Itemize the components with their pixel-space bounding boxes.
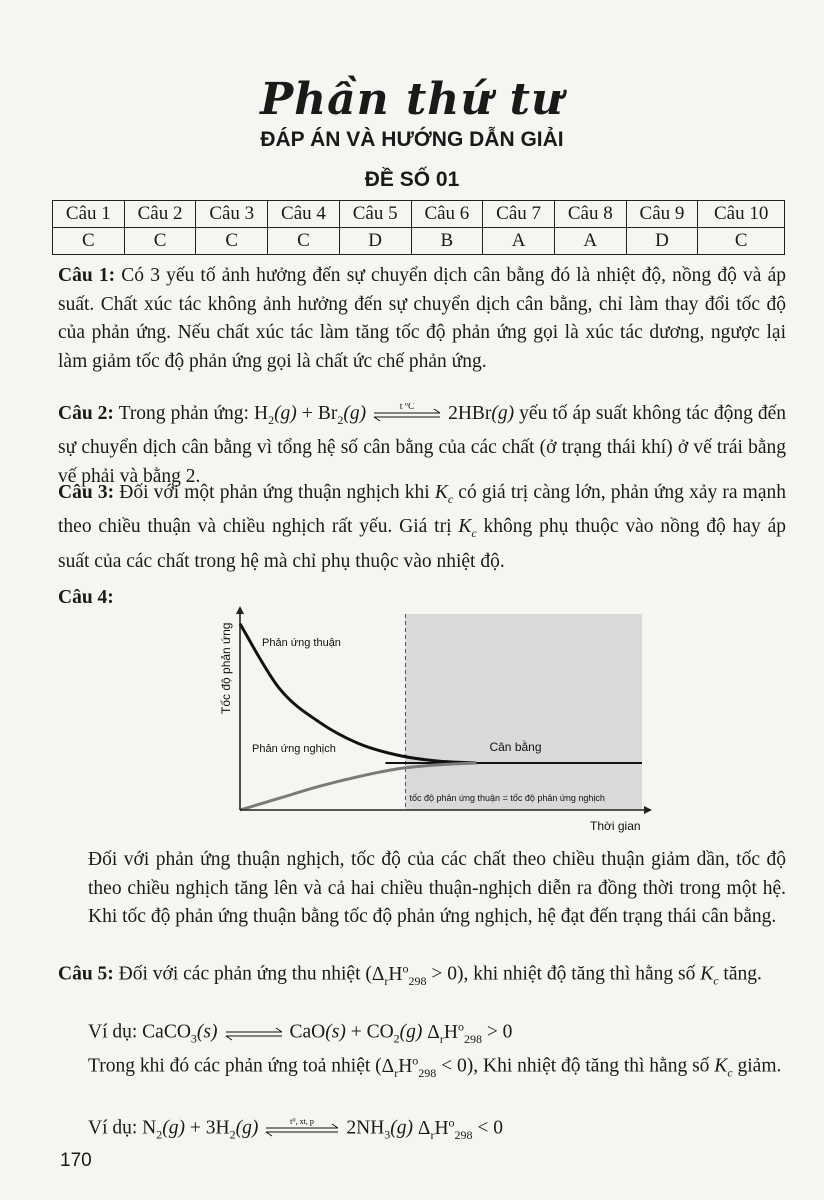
enthalpy-temp: 298 (408, 973, 427, 988)
enthalpy-symbol (381, 1053, 437, 1080)
enthalpy-h: H (398, 1055, 413, 1077)
q2-sub: 2 (337, 412, 344, 427)
enthalpy-temp: 298 (418, 1065, 437, 1080)
q2-paragraph (58, 400, 786, 491)
answer-cell: C (196, 228, 268, 255)
enthalpy-h: H (443, 1021, 458, 1043)
q5-text: giảm. (732, 1055, 782, 1077)
q2-state: (g) (491, 403, 515, 424)
enthalpy-r: r (394, 1065, 399, 1080)
reaction-rate-chart (214, 604, 654, 836)
forward-reaction-label: Phản ứng thuận (262, 637, 341, 649)
enthalpy-standard: o (457, 1019, 464, 1033)
question-cell: Câu 2 (124, 201, 196, 228)
question-cell: Câu 7 (483, 201, 555, 228)
enthalpy-r: r (439, 1031, 444, 1046)
q5-example-2 (88, 1108, 786, 1149)
q3-label: Câu 3: (58, 482, 115, 503)
equilibrium-shaded-region (405, 614, 642, 810)
enthalpy-temp: 298 (463, 1031, 482, 1046)
enthalpy-symbol (427, 1019, 482, 1046)
answer-cell: D (339, 228, 411, 255)
q3-text: có giá trị càng lớn, phản ứng xảy ra mạnh theo chiều thuận và chiều nghịch rất yếu. Giá trị (58, 482, 787, 538)
arrow-condition-label: t⁰, xt, p (290, 1117, 315, 1126)
question-cell: Câu 8 (554, 201, 626, 228)
enthalpy-r: r (384, 973, 389, 988)
q5-text: < 0), Khi nhiệt độ tăng thì hằng số (436, 1055, 715, 1077)
ex2-state: (g) (390, 1117, 414, 1139)
enthalpy-r: r (430, 1127, 435, 1142)
answer-table-answer-row (53, 228, 785, 255)
ex1-sub: 2 (393, 1031, 400, 1046)
question-cell: Câu 6 (411, 201, 483, 228)
q4-paragraph (88, 846, 786, 932)
ex1-state: (s) (325, 1021, 346, 1043)
ex1-product: CaO (289, 1021, 326, 1043)
ex1-sub: 3 (190, 1031, 197, 1046)
q5-label: Câu 5: (58, 963, 114, 985)
kc-symbol: K (434, 482, 448, 503)
equilibrium-arrow-icon (264, 1118, 340, 1138)
arrow-condition-label: t °C (399, 403, 415, 411)
part-title: Phần thứ tư (260, 74, 564, 125)
equilibrium-label: Cân bằng (489, 739, 542, 754)
question-cell: Câu 5 (339, 201, 411, 228)
q5-paragraph (58, 954, 786, 995)
q1-paragraph (58, 262, 786, 376)
q2-intro: Trong phản ứng: H (113, 403, 269, 424)
reverse-reaction-label: Phản ứng nghịch (252, 743, 336, 755)
example-label: Ví dụ: (88, 1021, 143, 1043)
answer-cell: B (411, 228, 483, 255)
ex2-plus: + 3H (185, 1117, 230, 1139)
enthalpy-delta: Δ (381, 1055, 395, 1077)
q3-text: Đối với một phản ứng thuận nghịch khi (114, 482, 435, 503)
enthalpy-delta: Δ (371, 963, 385, 985)
ex1-condition: > 0 (481, 1021, 513, 1043)
ex2-reactant: N (142, 1117, 157, 1139)
enthalpy-standard: o (412, 1053, 419, 1067)
reaction-rate-chart-svg (214, 604, 654, 836)
q2-product: 2HBr (448, 403, 492, 424)
ex2-condition: < 0 (472, 1117, 504, 1139)
x-axis-label: Thời gian (590, 819, 641, 833)
q2-plus: + Br (296, 403, 338, 424)
q2-state: (g) (274, 403, 297, 424)
answer-cell: C (53, 228, 125, 255)
question-cell: Câu 10 (698, 201, 785, 228)
q1-label: Câu 1: (58, 265, 116, 286)
kc-symbol: K (458, 516, 472, 538)
q4-label: Câu 4: (58, 587, 114, 608)
enthalpy-symbol (417, 1115, 473, 1142)
ex2-sub: 2 (156, 1127, 163, 1142)
ex2-sub: 2 (229, 1127, 236, 1142)
y-axis-label: Tốc độ phản ứng (219, 622, 233, 714)
rates-equal-label: tốc độ phản ứng thuận = tốc độ phản ứng nghịch (409, 793, 605, 803)
equilibrium-arrow-icon (224, 1022, 284, 1042)
answer-cell: A (554, 228, 626, 255)
enthalpy-h: H (388, 963, 403, 985)
q5-text: tăng. (718, 963, 762, 985)
enthalpy-h: H (434, 1117, 449, 1139)
q3-text: không phụ thuộc vào nồng độ hay áp suất của các chất trong hệ mà chỉ phụ thuộc vào nhiệt độ. (58, 516, 786, 572)
question-cell: Câu 1 (53, 201, 125, 228)
enthalpy-symbol (371, 961, 427, 988)
page-number: 170 (60, 1150, 92, 1171)
ex2-product: 2NH (346, 1117, 385, 1139)
answer-table (52, 200, 785, 255)
q2-state: (g) (343, 403, 367, 424)
answer-cell: A (483, 228, 555, 255)
enthalpy-temp: 298 (454, 1127, 473, 1142)
q3-paragraph (58, 479, 786, 576)
answer-cell: C (124, 228, 196, 255)
enthalpy-delta: Δ (427, 1021, 440, 1043)
ex1-state: (g) (399, 1021, 423, 1043)
equilibrium-arrow-icon (372, 403, 442, 423)
enthalpy-standard: o (402, 961, 409, 975)
kc-subscript: c (447, 491, 454, 506)
q2-rest: yếu tố áp suất không tác động đến sự chuyển dịch cân bằng vì tổng hệ số cân bằng của các chất (ở trạng thái khí) ở vế trái bằng vế phải và bằng 2. (58, 403, 787, 487)
y-axis-arrowhead (236, 606, 244, 614)
answer-table-header-row (53, 201, 785, 228)
q4-text: Đối với phản ứng thuận nghịch, tốc độ của các chất theo chiều thuận giảm dần, tốc độ theo chiều nghịch tăng lên và cả hai chiều thuận-nghịch diễn ra đồng thời trong một hệ. Khi tốc độ phản ứng thuận bằng tốc độ phản ứng nghịch, hệ đạt đến trạng thái cân bằng. (88, 849, 786, 927)
answer-cell: D (626, 228, 698, 255)
enthalpy-delta: Δ (417, 1117, 431, 1139)
kc-symbol: K (714, 1055, 728, 1077)
ex1-plus: + CO (345, 1021, 394, 1043)
exam-title: ĐỀ SỐ 01 (364, 168, 460, 191)
question-cell: Câu 3 (196, 201, 268, 228)
ex1-reactant: CaCO (142, 1021, 191, 1043)
question-cell: Câu 4 (268, 201, 340, 228)
section-title: ĐÁP ÁN VÀ HƯỚNG DẪN GIẢI (260, 128, 564, 151)
kc-symbol: K (700, 963, 714, 985)
q5-text: Trong khi đó các phản ứng toả nhiệt ( (88, 1055, 382, 1077)
kc-subscript: c (727, 1065, 733, 1080)
q5-text: > 0), khi nhiệt độ tăng thì hằng số (426, 963, 696, 985)
q2-label: Câu 2: (58, 403, 114, 424)
kc-subscript: c (471, 526, 477, 541)
example-label: Ví dụ: (88, 1117, 143, 1139)
ex2-state: (g) (235, 1117, 259, 1139)
q2-sub: 2 (268, 412, 275, 427)
x-axis-arrowhead (644, 806, 652, 814)
answer-cell: C (698, 228, 785, 255)
ex2-state: (g) (162, 1117, 186, 1139)
q5-text: Đối với các phản ứng thu nhiệt ( (113, 963, 372, 985)
kc-subscript: c (713, 973, 719, 988)
enthalpy-standard: o (448, 1115, 455, 1129)
q5-paragraph-2 (88, 1046, 786, 1087)
answer-cell: C (268, 228, 340, 255)
question-cell: Câu 9 (626, 201, 698, 228)
ex1-state: (s) (196, 1021, 218, 1043)
ex2-sub: 3 (384, 1127, 391, 1142)
q1-text: Có 3 yếu tố ảnh hưởng đến sự chuyển dịch cân bằng đó là nhiệt độ, nồng độ và áp suất. Chất xúc tác không ảnh hưởng đến sự chuyển dịch cân bằng, chỉ làm thay đổi tốc độ của phản ứng. Nếu chất xúc tác làm tăng tốc độ phản ứng gọi là xúc tác dương, ngược lại làm giảm tốc độ phản ứng gọi là chất ức chế phản ứng. (58, 265, 786, 372)
